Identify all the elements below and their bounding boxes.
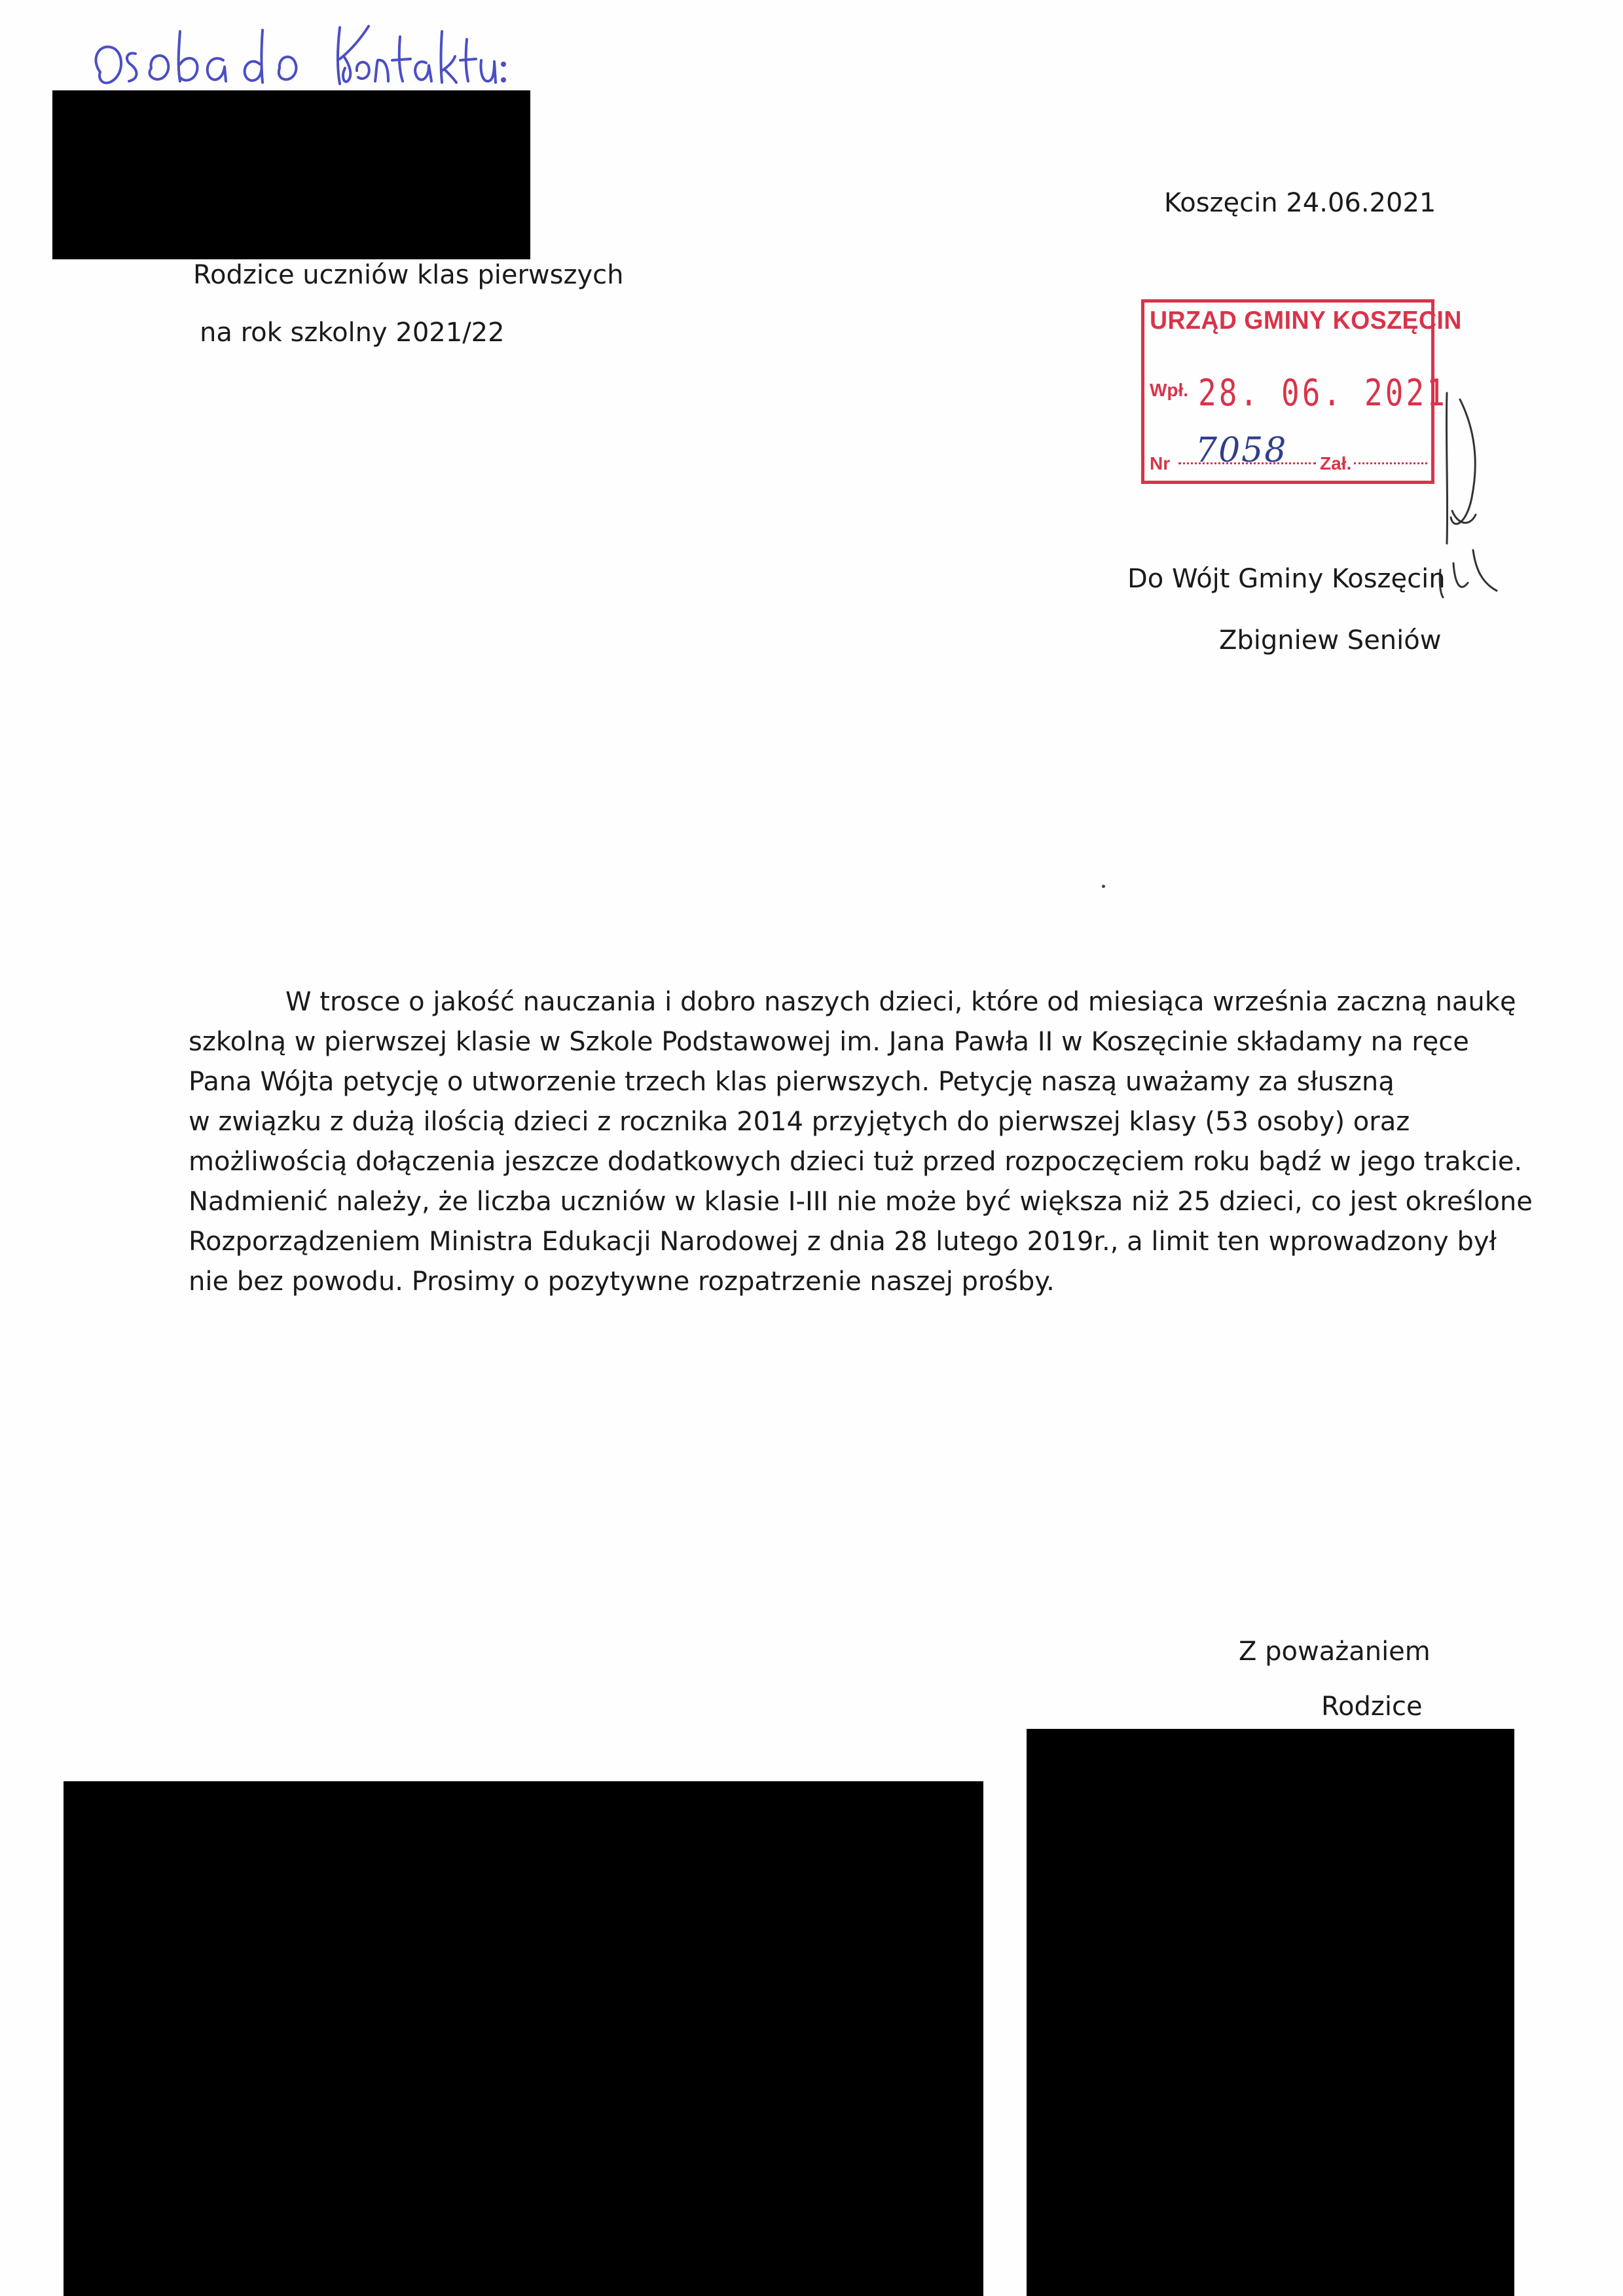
scan-speck — [1102, 885, 1105, 888]
body-line: szkolną w pierwszej klasie w Szkole Podstawowej im. Jana Pawła II w Koszęcinie składamy na ręce — [189, 1027, 1469, 1057]
stamp-attachment-label: Zał. — [1320, 453, 1352, 473]
body-line: Pana Wójta petycję o utworzenie trzech klas pierwszych. Petycję naszą uważamy za słuszną — [189, 1067, 1395, 1097]
redaction-block-signatures-right — [1027, 1729, 1514, 2296]
sender-line-1: Rodzice uczniów klas pierwszych — [193, 260, 624, 290]
date-line: Koszęcin 24.06.2021 — [1164, 188, 1436, 218]
closing-line-2: Rodzice — [1321, 1692, 1423, 1722]
stamp-date: 28. 06. 2021 — [1198, 372, 1448, 415]
stamp-dotted-line — [1354, 462, 1427, 464]
redaction-block-signatures-left — [64, 1781, 983, 2296]
stamp-title: URZĄD GMINY KOSZĘCIN — [1150, 306, 1462, 335]
body-line: Rozporządzeniem Ministra Edukacji Narodowej z dnia 28 lutego 2019r., a limit ten wprowadzony był — [189, 1227, 1497, 1257]
body-line: W trosce o jakość nauczania i dobro naszych dzieci, które od miesiąca września zaczną naukę — [285, 987, 1516, 1017]
recipient-line-1: Do Wójt Gminy Koszęcin — [1127, 564, 1446, 594]
body-line: w związku z dużą ilością dzieci z rocznika 2014 przyjętych do pierwszej klasy (53 osoby) oraz — [189, 1107, 1410, 1137]
registry-stamp — [1141, 299, 1462, 484]
stamp-received-label: Wpł. — [1150, 380, 1189, 400]
recipient-line-2: Zbigniew Seniów — [1219, 625, 1442, 656]
body-line: Nadmienić należy, że liczba uczniów w klasie I-III nie może być większa niż 25 dzieci, co jest określone — [189, 1187, 1533, 1217]
petition-body — [189, 982, 1533, 1302]
handwritten-initials — [1434, 386, 1512, 602]
stamp-number-value: 7058 — [1195, 431, 1288, 470]
body-line: nie bez powodu. Prosimy o pozytywne rozpatrzenie naszej prośby. — [189, 1267, 1055, 1297]
stamp-number-label: Nr — [1150, 453, 1171, 473]
closing-line-1: Z poważaniem — [1239, 1637, 1431, 1667]
sender-line-2: na rok szkolny 2021/22 — [200, 318, 505, 348]
redaction-block-header — [52, 90, 530, 259]
body-line: możliwością dołączenia jeszcze dodatkowych dzieci tuż przed rozpoczęciem roku bądź w jego trakcie. — [189, 1147, 1523, 1177]
